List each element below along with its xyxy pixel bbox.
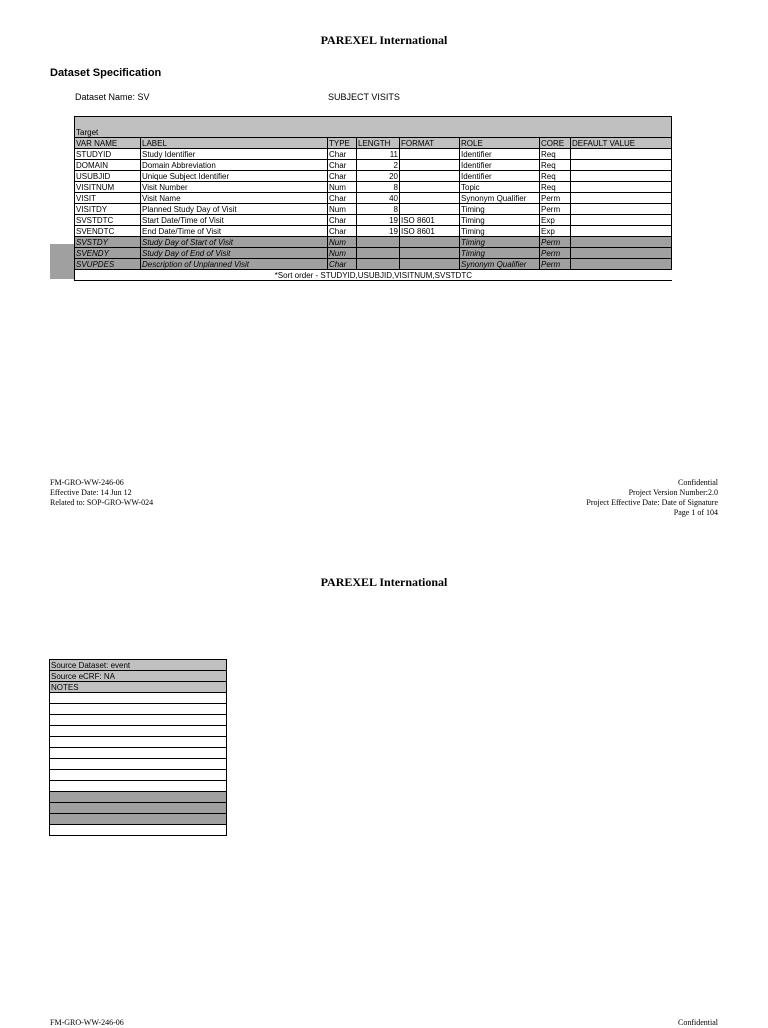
sort-order-note: *Sort order - STUDYID,USUBJID,VISITNUM,SVSTDTC [75, 270, 672, 281]
notes-cell [50, 814, 227, 825]
table-cell [400, 248, 460, 259]
table-cell: Visit Name [141, 193, 328, 204]
table-cell: Description of Unplanned Visit [141, 259, 328, 270]
table-row [75, 160, 672, 171]
effective-date: Effective Date: 14 Jun 12 [50, 488, 132, 497]
footer-left-page2 [50, 1018, 124, 1027]
table-cell: SVSTDY [75, 237, 141, 248]
table-cell: Num [328, 248, 357, 259]
notes-cell [50, 770, 227, 781]
notes-label: NOTES [50, 682, 227, 693]
table-cell: VISITDY [75, 204, 141, 215]
table-cell: SVENDTC [75, 226, 141, 237]
notes-cell [50, 759, 227, 770]
table-cell [357, 248, 400, 259]
row-shade-marker [50, 244, 74, 279]
section-title: Dataset Specification [50, 67, 162, 79]
table-row [75, 248, 672, 259]
footer-right-page2 [678, 1018, 718, 1027]
table-cell: Num [328, 182, 357, 193]
notes-row [50, 814, 227, 825]
table-cell: Char [328, 226, 357, 237]
table-cell: STUDYID [75, 149, 141, 160]
project-version: Project Version Number:2.0 [628, 488, 718, 497]
table-cell: Synonym Qualifier [460, 259, 540, 270]
table-cell: Timing [460, 226, 540, 237]
table-cell: 8 [357, 182, 400, 193]
table-row [75, 215, 672, 226]
footer-right [586, 478, 718, 517]
table-cell [357, 259, 400, 270]
table-cell: Identifier [460, 171, 540, 182]
table-cell: Domain Abbreviation [141, 160, 328, 171]
notes-row [50, 737, 227, 748]
table-cell: Req [540, 182, 571, 193]
dataset-name: Dataset Name: SV [75, 92, 150, 102]
table-cell: 40 [357, 193, 400, 204]
notes-row [50, 748, 227, 759]
notes-cell [50, 781, 227, 792]
table-row [75, 259, 672, 270]
confidential-label: Confidential [678, 478, 718, 487]
table-cell: Study Day of End of Visit [141, 248, 328, 259]
col-header: FORMAT [400, 138, 460, 149]
table-cell: SVUPDES [75, 259, 141, 270]
table-cell: Synonym Qualifier [460, 193, 540, 204]
dataset-label: SUBJECT VISITS [328, 92, 400, 102]
table-cell [571, 237, 672, 248]
table-cell [571, 193, 672, 204]
table-cell: Start Date/Time of Visit [141, 215, 328, 226]
col-header: TYPE [328, 138, 357, 149]
table-cell [571, 204, 672, 215]
table-cell: SVENDY [75, 248, 141, 259]
col-header: DEFAULT VALUE [571, 138, 672, 149]
table-cell: SVSTDTC [75, 215, 141, 226]
table-row [75, 182, 672, 193]
notes-row [50, 715, 227, 726]
table-cell: Perm [540, 259, 571, 270]
table-cell [357, 237, 400, 248]
table-cell [571, 182, 672, 193]
table-cell: ISO 8601 [400, 226, 460, 237]
project-effective-date: Project Effective Date: Date of Signature [586, 498, 718, 507]
table-cell: 2 [357, 160, 400, 171]
page-number: Page 1 of 104 [673, 508, 718, 517]
table-cell: Exp [540, 215, 571, 226]
table-cell: Perm [540, 248, 571, 259]
table-cell: USUBJID [75, 171, 141, 182]
table-cell: Req [540, 160, 571, 171]
table-cell: 11 [357, 149, 400, 160]
notes-row [50, 803, 227, 814]
table-cell: VISITNUM [75, 182, 141, 193]
notes-row [50, 704, 227, 715]
spec-table [74, 116, 672, 281]
form-number: FM-GRO-WW-246-06 [50, 478, 124, 487]
table-cell [571, 259, 672, 270]
source-ecrf: Source eCRF: NA [50, 671, 227, 682]
table-cell: 20 [357, 171, 400, 182]
table-cell: Char [328, 149, 357, 160]
table-cell: Timing [460, 204, 540, 215]
related-to: Related to: SOP-GRO-WW-024 [50, 498, 154, 507]
table-cell: Char [328, 215, 357, 226]
table-row [75, 204, 672, 215]
table-cell: Req [540, 149, 571, 160]
notes-cell [50, 726, 227, 737]
table-cell [400, 193, 460, 204]
table-row [75, 226, 672, 237]
notes-cell [50, 825, 227, 836]
notes-row [50, 825, 227, 836]
table-cell: ISO 8601 [400, 215, 460, 226]
table-cell: Char [328, 160, 357, 171]
table-cell: Study Identifier [141, 149, 328, 160]
table-cell: 19 [357, 226, 400, 237]
col-header: LABEL [141, 138, 328, 149]
table-cell: 8 [357, 204, 400, 215]
table-cell [571, 248, 672, 259]
notes-cell [50, 803, 227, 814]
table-cell: Exp [540, 226, 571, 237]
table-cell [400, 259, 460, 270]
notes-cell [50, 792, 227, 803]
col-header: ROLE [460, 138, 540, 149]
notes-cell [50, 737, 227, 748]
table-cell [571, 226, 672, 237]
notes-cell [50, 704, 227, 715]
table-cell [400, 204, 460, 215]
notes-row [50, 693, 227, 704]
table-cell: Study Day of Start of Visit [141, 237, 328, 248]
table-cell: Req [540, 171, 571, 182]
table-row [75, 237, 672, 248]
form-number: FM-GRO-WW-246-06 [50, 1018, 124, 1027]
col-header: LENGTH [357, 138, 400, 149]
table-cell: Unique Subject Identifier [141, 171, 328, 182]
table-cell: Perm [540, 204, 571, 215]
table-cell: Num [328, 204, 357, 215]
notes-row [50, 781, 227, 792]
table-cell: Topic [460, 182, 540, 193]
table-cell: Char [328, 259, 357, 270]
table-cell: Num [328, 237, 357, 248]
source-dataset: Source Dataset: event [50, 660, 227, 671]
notes-row [50, 726, 227, 737]
table-cell: Timing [460, 237, 540, 248]
col-header: VAR NAME [75, 138, 141, 149]
table-cell: Timing [460, 248, 540, 259]
table-cell [571, 149, 672, 160]
company-title: PAREXEL International [320, 33, 448, 47]
table-cell: Planned Study Day of Visit [141, 204, 328, 215]
table-cell [400, 171, 460, 182]
sort-order-row [75, 270, 672, 281]
header-row [75, 138, 672, 149]
table-row [75, 171, 672, 182]
notes-row [50, 792, 227, 803]
notes-row [50, 770, 227, 781]
notes-row [50, 759, 227, 770]
table-cell: Char [328, 193, 357, 204]
table-cell: VISIT [75, 193, 141, 204]
confidential-label: Confidential [678, 1018, 718, 1027]
company-title-page2: PAREXEL International [320, 575, 448, 589]
table-cell [400, 149, 460, 160]
table-cell [571, 160, 672, 171]
table-cell [571, 171, 672, 182]
table-cell: 19 [357, 215, 400, 226]
footer-left [50, 478, 153, 508]
table-cell [400, 182, 460, 193]
table-cell: DOMAIN [75, 160, 141, 171]
table-cell: Identifier [460, 160, 540, 171]
notes-cell [50, 748, 227, 759]
table-cell: Timing [460, 215, 540, 226]
table-cell: Char [328, 171, 357, 182]
table-row [75, 193, 672, 204]
table-cell [400, 160, 460, 171]
table-cell [571, 215, 672, 226]
notes-cell [50, 693, 227, 704]
table-cell: Perm [540, 193, 571, 204]
notes-cell [50, 715, 227, 726]
table-cell: Visit Number [141, 182, 328, 193]
col-header: CORE [540, 138, 571, 149]
table-cell: End Date/Time of Visit [141, 226, 328, 237]
table-cell [400, 237, 460, 248]
target-label: Target [75, 117, 672, 138]
table-row [75, 149, 672, 160]
source-table [49, 659, 227, 836]
table-cell: Identifier [460, 149, 540, 160]
table-cell: Perm [540, 237, 571, 248]
